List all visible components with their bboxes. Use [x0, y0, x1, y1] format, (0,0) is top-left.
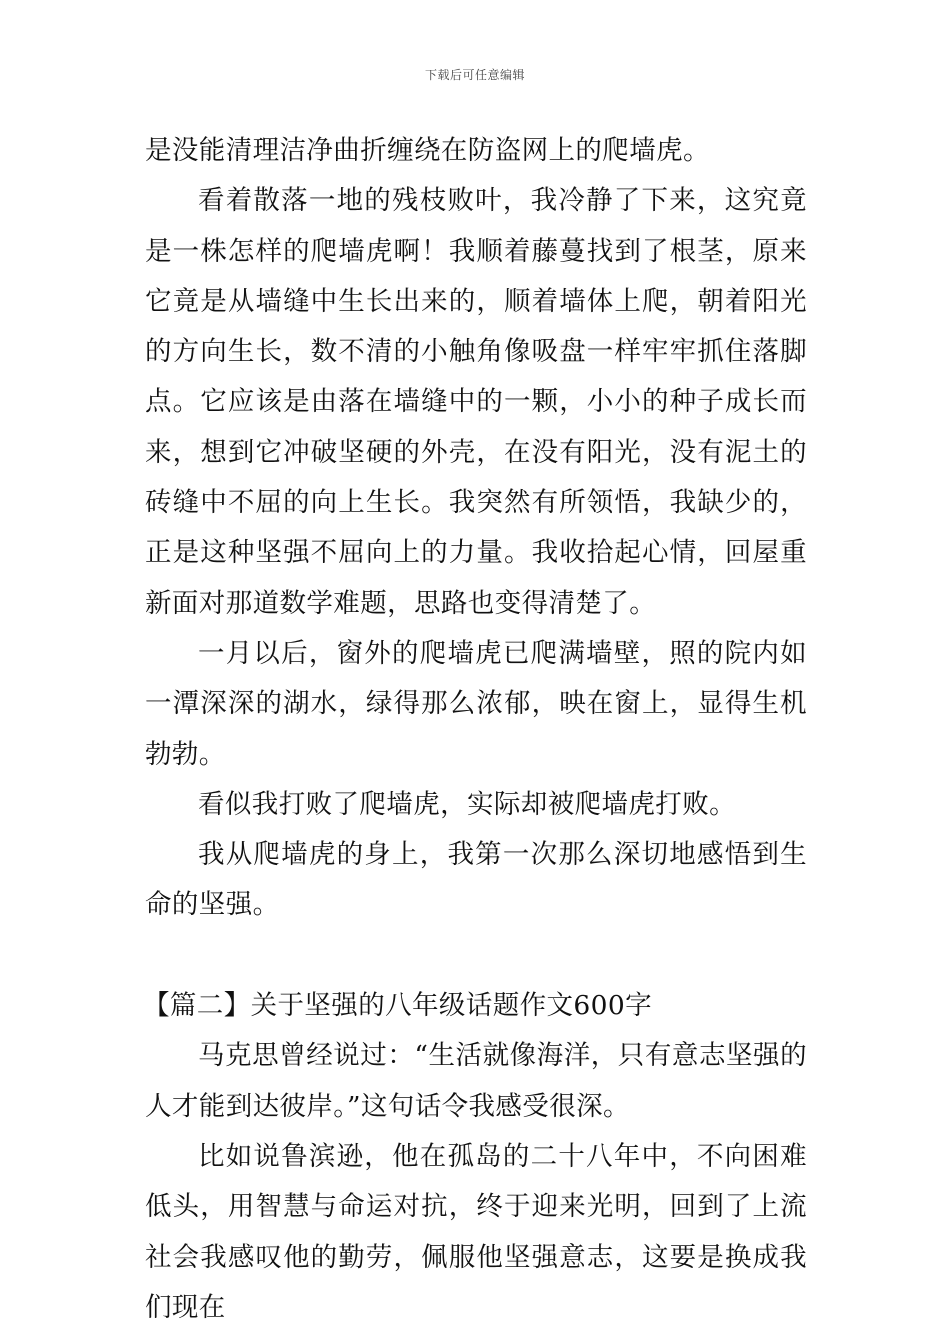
paragraph: 一月以后，窗外的爬墙虎已爬满墙壁，照的院内如一潭深深的湖水，绿得那么浓郁，映在窗上，显得生机勃勃。	[145, 637, 807, 770]
document-body	[145, 126, 807, 1333]
page-header-note: 下载后可任意编辑	[424, 68, 525, 82]
paragraph-continuation: 是没能清理洁净曲折缠绕在防盗网上的爬墙虎。	[145, 135, 710, 166]
paragraph: 马克思曾经说过：“生活就像海洋，只有意志坚强的人才能到达彼岸。”这句话令我感受很深。	[145, 1040, 807, 1122]
section-heading: 【篇二】关于坚强的八年级话题作文600字	[143, 990, 653, 1022]
section-spacer	[145, 931, 807, 981]
paragraph: 我从爬墙虎的身上，我第一次那么深切地感悟到生命的坚强。	[145, 839, 807, 921]
paragraph: 比如说鲁滨逊，他在孤岛的二十八年中，不向困难低头，用智慧与命运对抗，终于迎来光明，回到了上流社会我感叹他的勤劳，佩服他坚强意志，这要是换成我们现在	[145, 1140, 807, 1323]
paragraph: 看似我打败了爬墙虎，实际却被爬墙虎打败。	[198, 788, 736, 820]
paragraph: 看着散落一地的残枝败叶，我冷静了下来，这究竟是一株怎样的爬墙虎啊！我顺着藤蔓找到了根茎，原来它竟是从墙缝中生长出来的，顺着墙体上爬，朝着阳光的方向生长，数不清的小触角像吸盘一样牢牢抓住落脚点。它应该是由落在墙缝中的一颗，小小的种子成长而来，想到它冲破坚硬的外壳，在没有阳光，没有泥土的砖缝中不屈的向上生长。我突然有所领悟，我缺少的，正是这种坚强不屈向上的力量。我收拾起心情，回屋重新面对那道数学难题，思路也变得清楚了。	[145, 185, 807, 619]
